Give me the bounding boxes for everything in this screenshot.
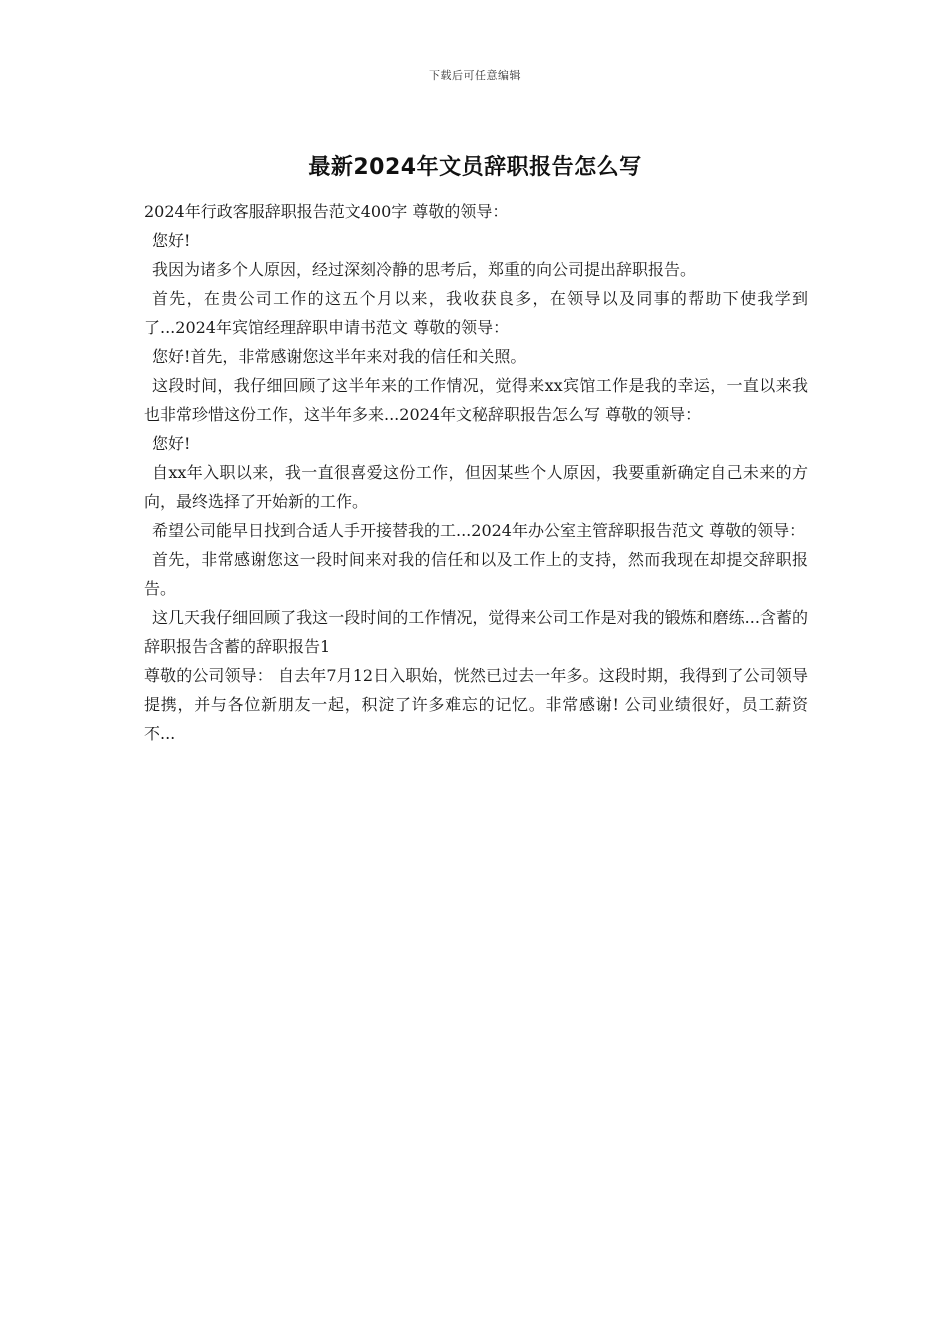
paragraph-9: 希望公司能早日找到合适人手开接替我的工...2024年办公室主管辞职报告范文 尊敬的领导： (152, 521, 806, 540)
document-title: 最新2024年文员辞职报告怎么写 (308, 155, 642, 180)
page-header-note: 下载后可任意编辑 (429, 69, 521, 82)
paragraph-7: 您好! (152, 434, 191, 453)
paragraph-12: 尊敬的公司领导： 自去年7月12日入职始，恍然已过去一年多。这段时期，我得到了公司领导提携，并与各位新朋友一起，积淀了许多难忘的记忆。非常感谢! 公司业绩很好，员工薪资不... (144, 666, 808, 743)
paragraph-8: 自xx年入职以来，我一直很喜爱这份工作，但因某些个人原因，我要重新确定自己未来的方向，最终选择了开始新的工作。 (144, 463, 808, 511)
paragraph-1: 2024年行政客服辞职报告范文400字 尊敬的领导： (144, 202, 509, 221)
paragraph-4: 首先，在贵公司工作的这五个月以来，我收获良多，在领导以及同事的帮助下使我学到了...2024年宾馆经理辞职申请书范文 尊敬的领导： (144, 289, 808, 337)
paragraph-11: 这几天我仔细回顾了我这一段时间的工作情况，觉得来公司工作是对我的锻炼和磨练...含蓄的辞职报告含蓄的辞职报告1 (144, 608, 808, 656)
paragraph-6: 这段时间，我仔细回顾了这半年来的工作情况，觉得来xx宾馆工作是我的幸运，一直以来我也非常珍惜这份工作，这半年多来...2024年文秘辞职报告怎么写 尊敬的领导： (144, 376, 808, 424)
paragraph-3: 我因为诸多个人原因，经过深刻冷静的思考后，郑重的向公司提出辞职报告。 (152, 260, 697, 279)
paragraph-5: 您好!首先，非常感谢您这半年来对我的信任和关照。 (152, 347, 527, 366)
document-body (144, 197, 808, 748)
paragraph-10: 首先，非常感谢您这一段时间来对我的信任和以及工作上的支持，然而我现在却提交辞职报告。 (144, 550, 808, 598)
paragraph-2: 您好! (152, 231, 191, 250)
